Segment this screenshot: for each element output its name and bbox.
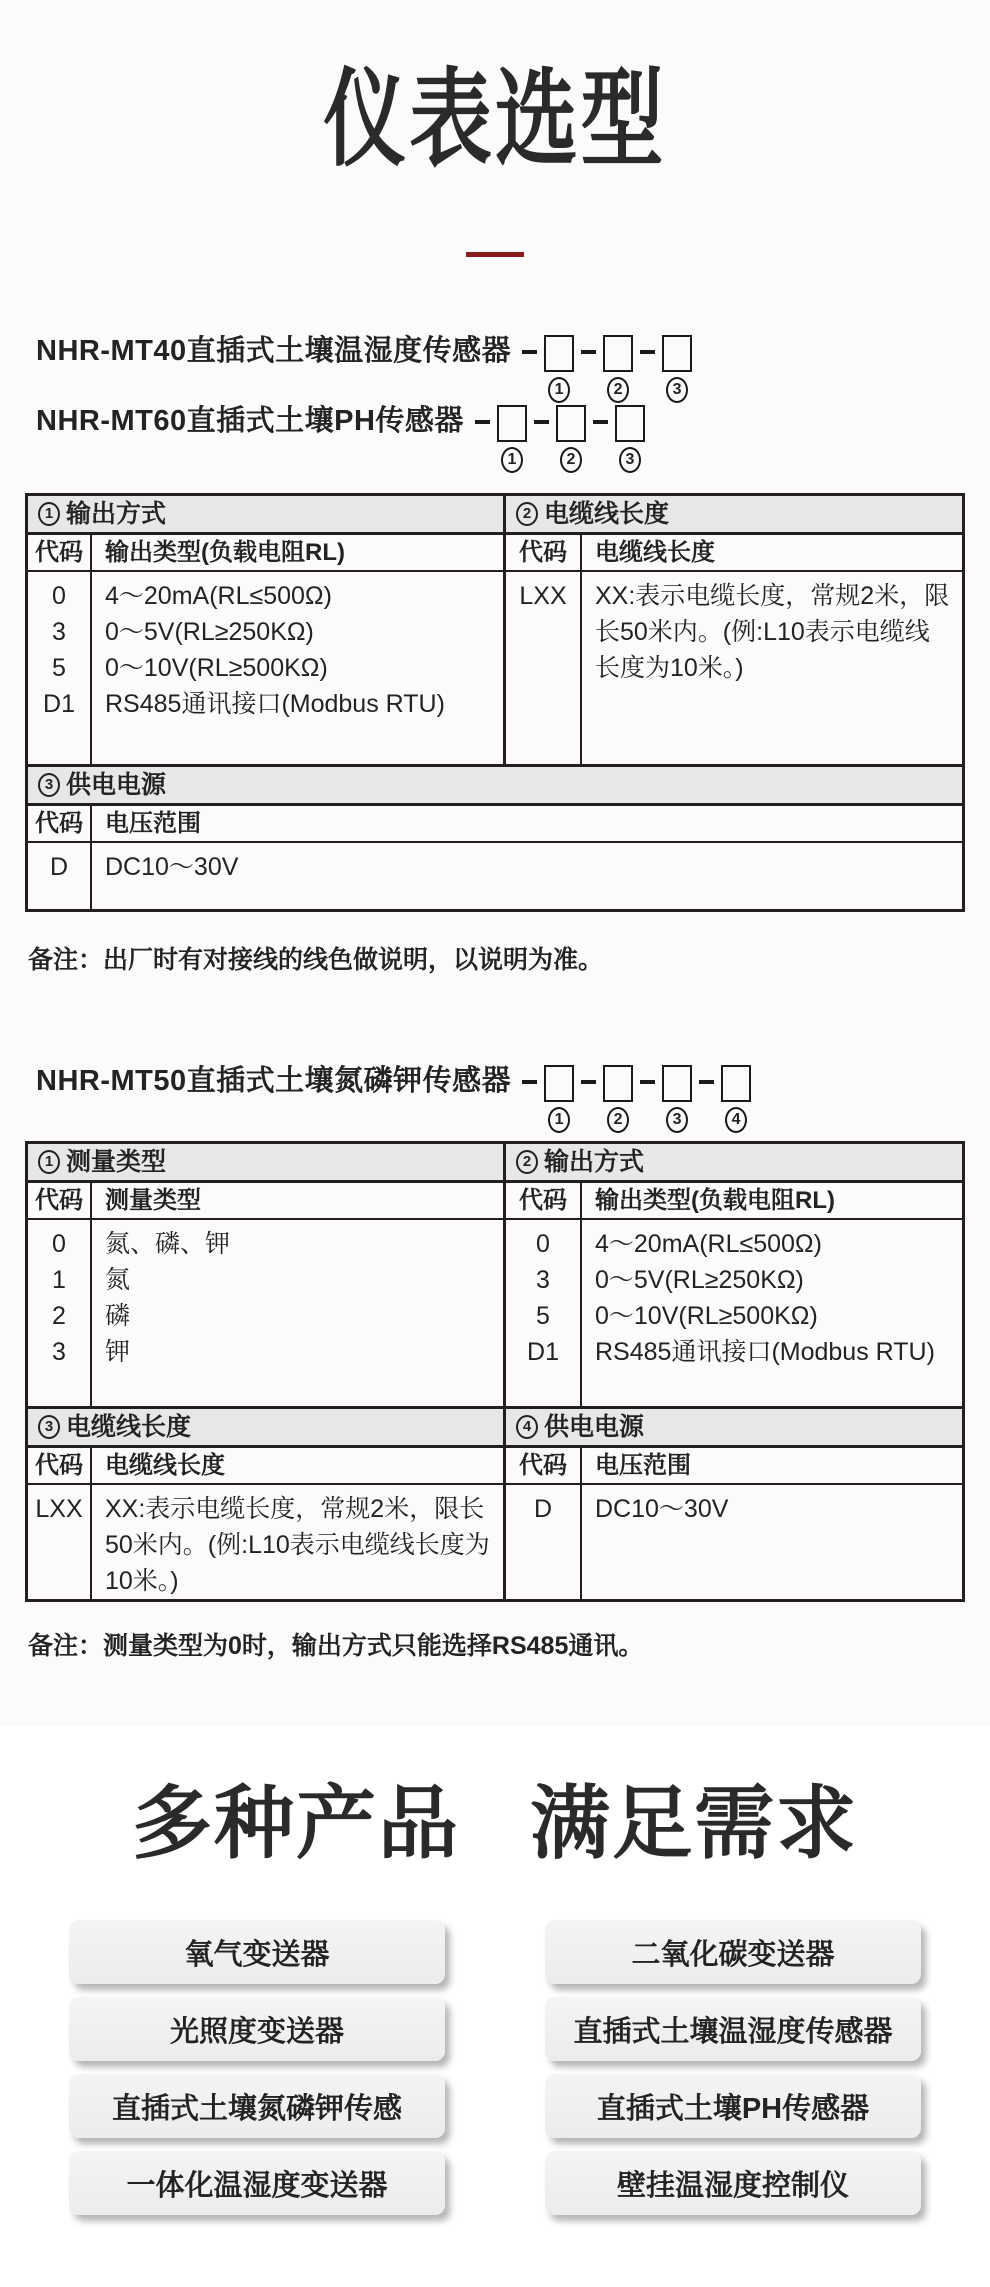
title-underline [466,252,524,257]
model-line-mt40 [36,333,990,403]
value-column-header: 电压范围 [595,1452,691,1480]
code-cells [28,572,92,764]
value-cells [92,572,503,764]
code-cell: 3 [52,618,66,647]
note-2: 备注：测量类型为0时，输出方式只能选择RS485通讯。 [28,1632,644,1661]
table-section-power [28,764,962,909]
code-column-header: 代码 [28,1183,92,1218]
column-header-row [506,1183,962,1220]
table-section-power-inner [28,767,962,909]
products-heading-right: 满足需求 [530,1779,858,1869]
code-cell: D1 [527,1338,559,1367]
circled-number-icon: 4 [725,1107,747,1133]
value-cell: 4～20mA(RL≤500Ω) [105,582,332,611]
column-header-row [28,1183,503,1220]
circled-number-icon: 1 [501,447,523,473]
circled-number-icon: 3 [38,773,60,797]
code-cell: D1 [43,690,75,719]
code-slot [662,335,692,403]
circled-number-icon: 3 [666,1107,688,1133]
products-section [0,1726,990,2287]
product-button-wall-mounted-controller[interactable]: 壁挂温湿度控制仪 [545,2151,921,2215]
code-cell: 1 [52,1266,66,1295]
section-header-label: 测量类型 [66,1148,167,1177]
value-cell: 4～20mA(RL≤500Ω) [595,1230,822,1259]
table-pair [28,1144,962,1406]
code-cell: 0 [536,1230,550,1259]
code-cells [506,1220,582,1406]
section-header [28,767,962,806]
circled-number-icon: 1 [38,1150,60,1174]
value-cell: 0～5V(RL≥250KΩ) [595,1266,804,1295]
table-pair [28,1406,962,1599]
value-cell: DC10～30V [105,853,239,882]
table-section-output [506,1144,962,1406]
product-button-integrated-temp-humidity[interactable]: 一体化温湿度变送器 [69,2151,445,2215]
section-header [506,1144,962,1183]
table-body [28,1485,503,1599]
note-1: 备注：出厂时有对接线的线色做说明，以说明为准。 [28,946,604,975]
value-cell: RS485通讯接口(Modbus RTU) [595,1338,935,1367]
code-cell: D [533,1495,553,1524]
value-cell: XX:表示电缆长度，常规2米，限长50米内。(例:L10表示电缆线长度为10米。) [595,582,950,683]
model-code-box [721,1065,751,1102]
code-slot [721,1065,751,1133]
table-body [28,1220,503,1406]
product-button-soil-npk[interactable]: 直插式土壤氮磷钾传感 [69,2074,445,2138]
model-code-box [603,335,633,372]
table-pair [28,496,962,764]
dash-icon [699,1080,714,1084]
section-header [28,1144,503,1183]
value-cells [582,1485,962,1599]
model-code-section [36,333,990,473]
column-header-row [28,535,503,572]
code-cell: D [49,853,69,882]
value-column-header: 电缆线长度 [105,1452,225,1480]
section-header [28,1409,503,1448]
value-cells [582,1220,962,1406]
value-cell: XX:表示电缆长度，常规2米，限长50米内。(例:L10表示电缆线长度为10米。) [105,1495,490,1596]
model-code-box [544,335,574,372]
page-title: 仪表选型 [323,61,667,179]
code-slot [544,335,574,403]
value-cell: 钾 [105,1338,131,1367]
code-cell: LXX [35,1495,83,1524]
code-slot [603,335,633,403]
model-code-box [662,1065,692,1102]
model-code-box [603,1065,633,1102]
code-slot [603,1065,633,1133]
dash-icon [534,420,549,424]
value-cells [582,572,962,764]
value-cell: 0～10V(RL≥500KΩ) [595,1302,818,1331]
code-cell: 2 [52,1302,66,1331]
code-column-header: 代码 [28,535,92,570]
circled-number-icon: 3 [619,447,641,473]
table-body [506,1220,962,1406]
dash-icon [522,350,537,354]
dash-icon [640,350,655,354]
code-cells [28,1220,92,1406]
table-section-output [28,496,503,764]
products-heading [0,1726,990,1869]
column-header-row [28,806,962,843]
product-button-soil-ph[interactable]: 直插式土壤PH传感器 [545,2074,921,2138]
table-body [506,1485,962,1599]
code-cell: 0 [52,582,66,611]
dash-icon [640,1080,655,1084]
code-cells [506,1485,582,1599]
model-line-mt60 [36,403,990,473]
value-cell: RS485通讯接口(Modbus RTU) [105,690,445,719]
circled-number-icon: 2 [607,377,629,403]
code-slot [615,405,645,473]
table-body [28,843,962,909]
model-label: NHR-MT50直插式土壤氮磷钾传感器 [36,1065,512,1098]
model-label: NHR-MT40直插式土壤温湿度传感器 [36,335,512,368]
value-column-header: 测量类型 [105,1187,201,1215]
column-header-row [506,1448,962,1485]
value-cell: 0～10V(RL≥500KΩ) [105,654,328,683]
value-cells [92,1485,503,1599]
code-slot [662,1065,692,1133]
code-cell: 5 [52,654,66,683]
value-cell: DC10～30V [595,1495,729,1524]
products-grid [0,1920,990,2215]
model-code-box [556,405,586,442]
code-cell: 5 [536,1302,550,1331]
code-cells [506,572,582,764]
section-header-label: 电缆线长度 [544,500,670,529]
value-column-header: 输出类型(负载电阻RL) [105,539,345,567]
code-cell: 3 [52,1338,66,1367]
code-column-header: 代码 [506,1183,582,1218]
model-line-mt50 [36,1063,990,1133]
table-section-cable [28,1409,503,1599]
model-code-box [662,335,692,372]
code-cells [28,1485,92,1599]
product-button-illuminance[interactable]: 光照度变送器 [69,1997,445,2061]
value-cell: 0～5V(RL≥250KΩ) [105,618,314,647]
model-code-box [544,1065,574,1102]
code-slot [497,405,527,473]
circled-number-icon: 2 [516,1150,538,1174]
model-code-box [615,405,645,442]
selection-table-mt50 [25,1141,965,1602]
section-header-label: 输出方式 [66,500,167,529]
product-button-co2[interactable]: 二氧化碳变送器 [545,1920,921,1984]
value-cell: 氮 [105,1266,131,1295]
code-cell: 3 [536,1266,550,1295]
section-header-label: 输出方式 [544,1148,645,1177]
column-header-row [28,1448,503,1485]
table-section-cable [506,496,962,764]
circled-number-icon: 2 [516,502,538,526]
code-cells [28,843,92,909]
value-column-header: 电缆线长度 [595,539,715,567]
product-button-soil-temp-humidity[interactable]: 直插式土壤温湿度传感器 [545,1997,921,2061]
section-header [506,1409,962,1448]
table-section-measure [28,1144,503,1406]
table-body [506,572,962,764]
code-cell: 0 [52,1230,66,1259]
circled-number-icon: 1 [548,377,570,403]
code-column-header: 代码 [506,1448,582,1483]
code-column-header: 代码 [28,1448,92,1483]
section-header [28,496,503,535]
product-button-oxygen[interactable]: 氧气变送器 [69,1920,445,1984]
value-cell: 磷 [105,1302,131,1331]
circled-number-icon: 1 [548,1107,570,1133]
code-slot [556,405,586,473]
code-column-header: 代码 [506,535,582,570]
section-header-label: 电缆线长度 [66,1413,192,1442]
model-code-box [497,405,527,442]
model-code-section-mt50 [36,1063,990,1133]
circled-number-icon: 1 [38,502,60,526]
circled-number-icon: 3 [666,377,688,403]
circled-number-icon: 3 [38,1415,60,1439]
code-cell: LXX [519,582,567,611]
dash-icon [593,420,608,424]
table-body [28,572,503,764]
value-column-header: 输出类型(负载电阻RL) [595,1187,835,1215]
section-header [506,496,962,535]
dash-icon [581,350,596,354]
value-cell: 氮、磷、钾 [105,1230,231,1259]
value-cells [92,1220,503,1406]
dash-icon [475,420,490,424]
value-column-header: 电压范围 [105,810,201,838]
model-label: NHR-MT60直插式土壤PH传感器 [36,405,464,438]
value-cells [92,843,962,909]
dash-icon [581,1080,596,1084]
circled-number-icon: 2 [607,1107,629,1133]
section-header-label: 供电电源 [544,1413,645,1442]
circled-number-icon: 4 [516,1415,538,1439]
table-section-power [506,1409,962,1599]
column-header-row [506,535,962,572]
section-header-label: 供电电源 [66,771,167,800]
code-column-header: 代码 [28,806,92,841]
products-heading-left: 多种产品 [132,1779,460,1869]
selection-table-mt40 [25,493,965,912]
dash-icon [522,1080,537,1084]
code-slot [544,1065,574,1133]
circled-number-icon: 2 [560,447,582,473]
